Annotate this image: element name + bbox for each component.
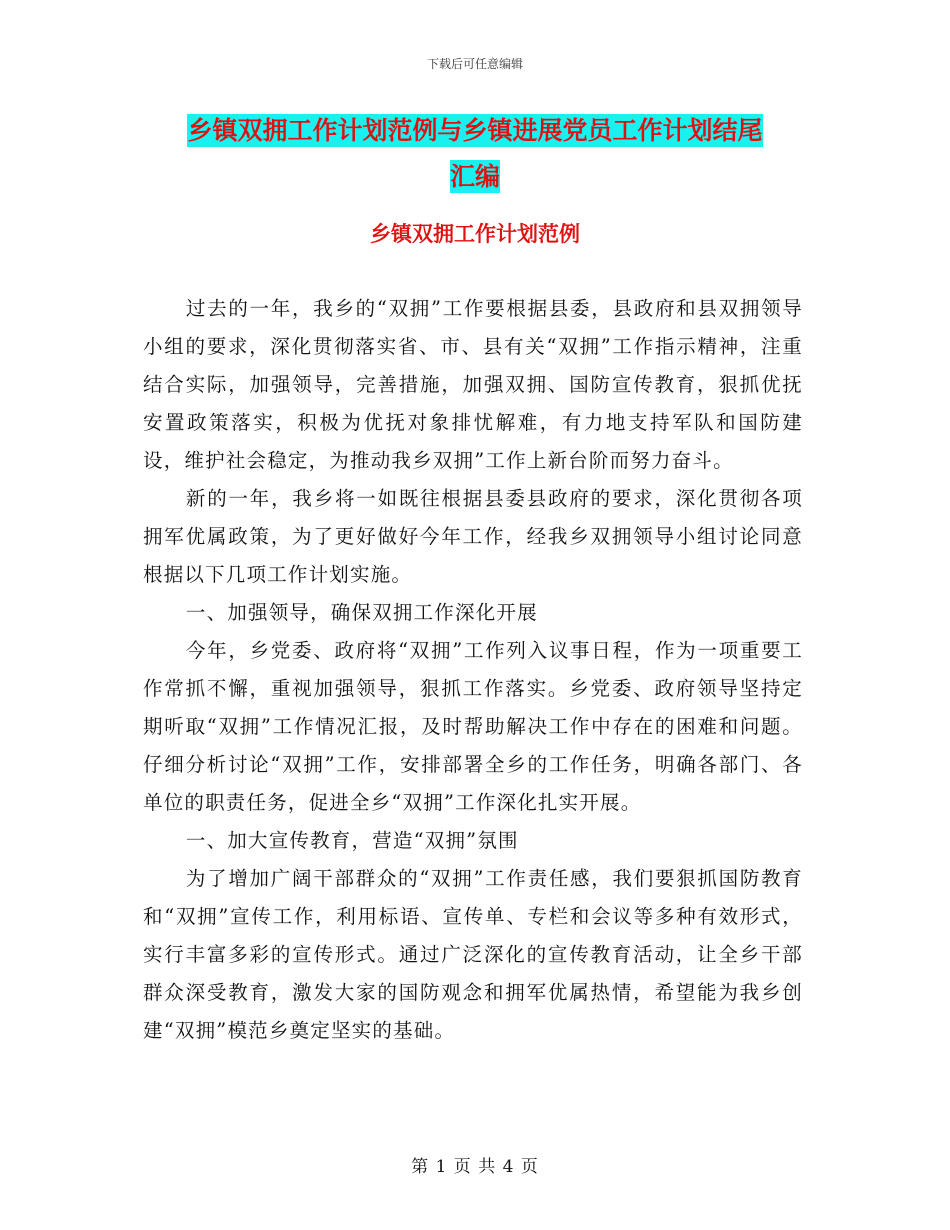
paragraph: 过去的一年，我乡的“双拥”工作要根据县委，县政府和县双拥领导小组的要求，深化贯彻落实省、市、县有关“双拥”工作指示精神，注重结合实际，加强领导，完善措施，加强双拥、国防宣传教育，狠抓优抚安置政策落实，积极为优抚对象排忧解难，有力地支持军队和国防建设，维护社会稳定，为推动我乡双拥”工作上新台阶而努力奋斗。	[143, 297, 803, 472]
document-title	[150, 108, 800, 200]
paragraph: 新的一年，我乡将一如既往根据县委县政府的要求，深化贯彻各项拥军优属政策，为了更好做好今年工作，经我乡双拥领导小组讨论同意根据以下几项工作计划实施。	[143, 487, 803, 586]
section-title: 乡镇双拥工作计划范例	[370, 222, 580, 246]
document-title-line1: 乡镇双拥工作计划范例与乡镇进展党员工作计划结尾	[187, 116, 763, 145]
header-note: 下载后可任意编辑	[426, 57, 523, 71]
document-title-line2: 汇编	[449, 162, 500, 191]
body-text	[143, 290, 803, 1050]
paragraph: 为了增加广阔干部群众的“双拥”工作责任感，我们要狠抓国防教育和“双拥”宣传工作，利用标语、宣传单、专栏和会议等多种有效形式，实行丰富多彩的宣传形式。通过广泛深化的宣传教育活动，让全乡干部群众深受教育，激发大家的国防观念和拥军优属热情，希望能为我乡创建“双拥”模范乡奠定坚实的基础。	[143, 867, 803, 1042]
paragraph: 今年，乡党委、政府将“双拥”工作列入议事日程，作为一项重要工作常抓不懈，重视加强领导，狠抓工作落实。乡党委、政府领导坚持定期听取“双拥”工作情况汇报，及时帮助解决工作中存在的困难和问题。仔细分析讨论“双拥”工作，安排部署全乡的工作任务，明确各部门、各单位的职责任务，促进全乡“双拥”工作深化扎实开展。	[143, 639, 803, 814]
subheading: 一、加强领导，确保双拥工作深化开展	[185, 601, 538, 624]
subheading: 一、加大宣传教育，营造“双拥”氛围	[185, 829, 519, 852]
page-footer: 第 1 页 共 4 页	[411, 1157, 539, 1177]
